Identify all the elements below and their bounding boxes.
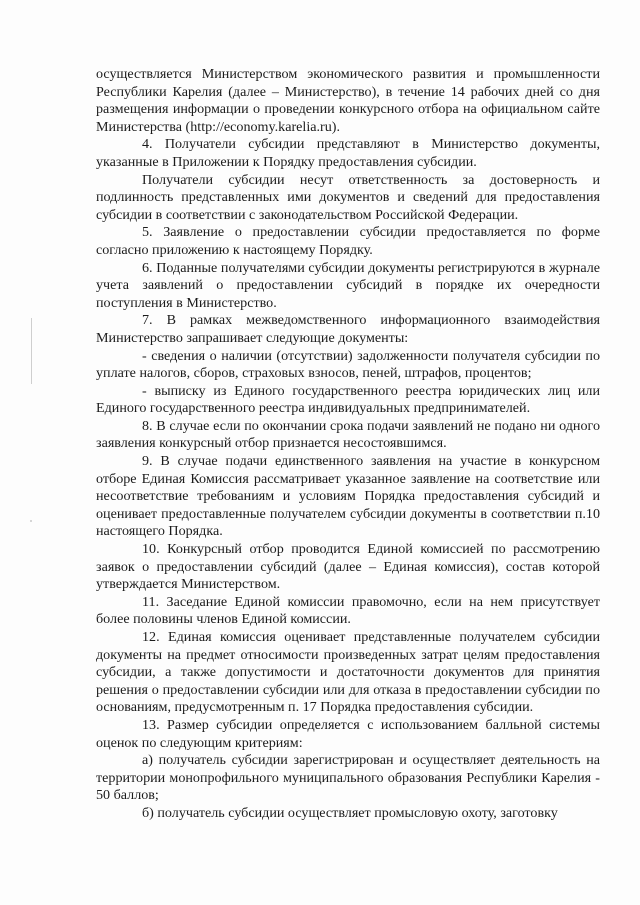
paragraph-item-4: 4. Получатели субсидии представляют в Министерство документы, указанные в Приложении к Порядку предоставления субсидии.	[96, 136, 600, 170]
paragraph-responsibility: Получатели субсидии несут ответственность за достоверность и подлинность представленных ими документов и сведений для предоставления субсидии в соответствии с законодательством Российской Федерации.	[96, 171, 600, 223]
criterion-a: а) получатель субсидии зарегистрирован и осуществляет деятельность на территории монопрофильного муниципального образования Республики Карелия - 50 баллов;	[96, 752, 600, 804]
list-item-tax-debt: - сведения о наличии (отсутствии) задолженности получателя субсидии по уплате налогов, сборов, страховых взносов, пеней, штрафов, процентов;	[96, 347, 600, 382]
paragraph-item-7: 7. В рамках межведомственного информационного взаимодействия Министерство запрашивает следующие документы:	[96, 312, 600, 346]
paragraph-item-10: 10. Конкурсный отбор проводится Единой комиссией по рассмотрению заявок о предоставлении субсидий (далее – Единая комиссия), состав которой утверждается Министерством.	[96, 541, 600, 593]
paragraph-item-5: 5. Заявление о предоставлении субсидии предоставляется по форме согласно приложению к настоящему Порядку.	[96, 224, 600, 258]
document-body	[96, 66, 600, 823]
list-item-registry-extract: - выписку из Единого государственного реестра юридических лиц или Единого государственного реестра индивидуальных предпринимателей.	[96, 382, 600, 417]
scan-artifact-line	[31, 318, 32, 384]
paragraph-item-11: 11. Заседание Единой комиссии правомочно, если на нем присутствует более половины членов Единой комиссии.	[96, 593, 600, 628]
paragraph-item-8: 8. В случае если по окончании срока подачи заявлений не подано ни одного заявления конкурсный отбор признается несостоявшимся.	[96, 417, 600, 452]
paragraph-item-12: 12. Единая комиссия оценивает представленные получателем субсидии документы на предмет относимости произведенных затрат целям предоставления субсидии, а также допустимости и достаточности документов для принятия решения о предоставлении субсидии или для отказа в предоставлении субсидии по основаниям, предусмотренным п. 17 Порядка предоставления субсидии.	[96, 629, 600, 716]
criterion-b: б) получатель субсидии осуществляет промысловую охоту, заготовку	[142, 804, 558, 821]
scan-artifact-dot	[30, 520, 32, 522]
paragraph-item-6: 6. Поданные получателями субсидии документы регистрируются в журнале учета заявлений о предоставлении субсидий в порядке их очередности поступления в Министерство.	[96, 259, 600, 311]
paragraph-continuation: осуществляется Министерством экономического развития и промышленности Республики Карелия (далее – Министерство), в течение 14 рабочих дней со дня размещения информации о проведении конкурсного отбора на официальном сайте Министерства (http://economy.karelia.ru).	[96, 66, 600, 135]
paragraph-item-9: 9. В случае подачи единственного заявления на участие в конкурсном отборе Единая Комиссия рассматривает указанное заявление на соответствие или несоответствие требованиям и условиям Порядка предоставления субсидий и оценивает предоставленные получателем субсидии документы в соответствии п.10 настоящего Порядка.	[96, 453, 600, 540]
paragraph-item-13: 13. Размер субсидии определяется с использованием балльной системы оценок по следующим критериям:	[96, 716, 600, 751]
